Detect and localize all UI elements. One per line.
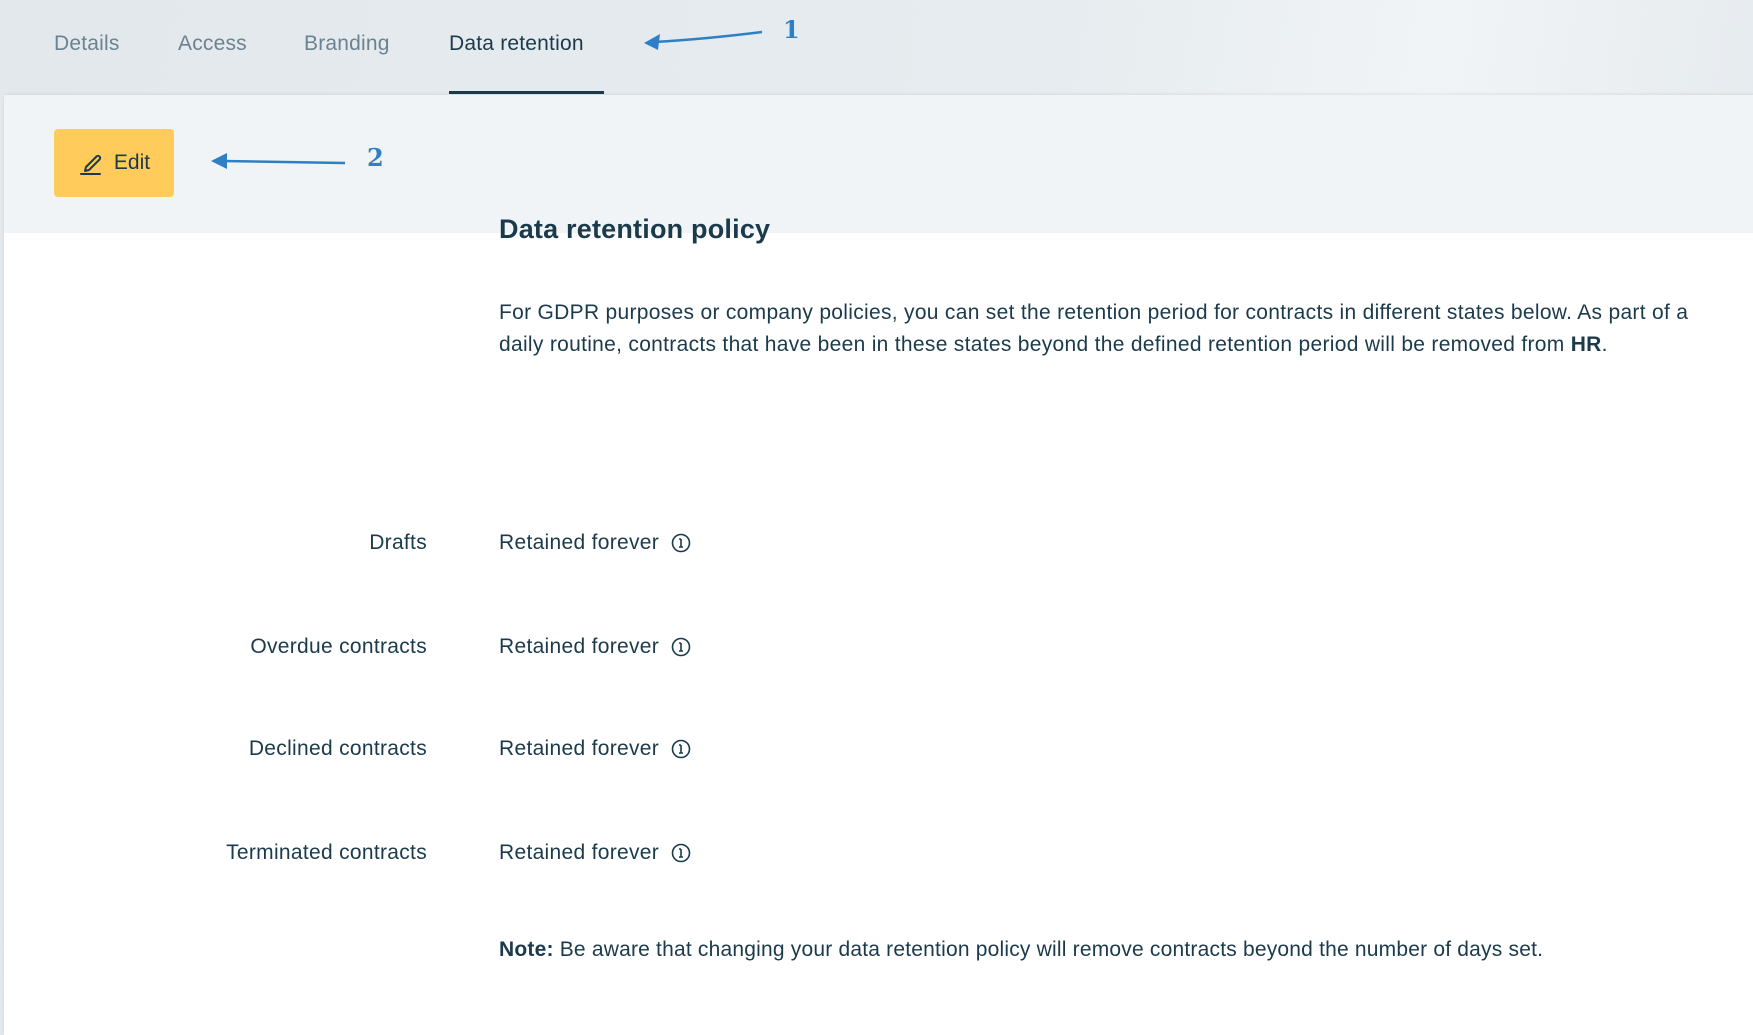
tab-bar xyxy=(0,0,1753,94)
description-text: For GDPR purposes or company policies, you can set the retention period for contracts in different states below. As part of a daily routine, contracts that have been in these states beyond the defined retention period will be removed from xyxy=(499,301,1689,356)
row-value-overdue xyxy=(499,635,691,659)
content-panel xyxy=(4,95,1753,1035)
note-text: Be aware that changing your data retention policy will remove contracts beyond the number of days set. xyxy=(553,938,1544,961)
edit-button[interactable] xyxy=(54,129,174,197)
pencil-icon xyxy=(78,150,104,176)
tab-access[interactable]: Access xyxy=(178,32,247,55)
row-label-declined: Declined contracts xyxy=(248,737,427,760)
tab-details[interactable]: Details xyxy=(54,32,120,55)
note-label: Note: xyxy=(499,938,554,961)
retention-note xyxy=(499,938,1543,962)
annotation-number-2: 2 xyxy=(367,143,384,172)
description-suffix: . xyxy=(1601,332,1608,356)
edit-button-label: Edit xyxy=(113,151,151,174)
retention-value: Retained forever xyxy=(499,531,660,554)
section-title: Data retention policy xyxy=(499,214,771,244)
tab-data-retention[interactable]: Data retention xyxy=(449,32,584,55)
retention-value: Retained forever xyxy=(499,841,660,864)
info-icon[interactable] xyxy=(671,533,691,553)
row-value-drafts xyxy=(499,531,691,555)
retention-value: Retained forever xyxy=(499,737,660,760)
row-value-declined xyxy=(499,737,691,761)
active-tab-indicator xyxy=(449,91,604,94)
row-value-terminated xyxy=(499,841,691,865)
row-label-overdue: Overdue contracts xyxy=(250,635,427,658)
row-label-terminated: Terminated contracts xyxy=(226,841,427,864)
info-icon[interactable] xyxy=(671,843,691,863)
annotation-arrow-2 xyxy=(205,148,355,178)
row-label-drafts: Drafts xyxy=(369,531,427,554)
tab-branding[interactable]: Branding xyxy=(304,32,390,55)
info-icon[interactable] xyxy=(671,739,691,759)
annotation-number-1: 1 xyxy=(783,15,800,44)
info-icon[interactable] xyxy=(671,637,691,657)
annotation-arrow-1 xyxy=(640,20,770,60)
policy-description xyxy=(499,297,1729,360)
retention-value: Retained forever xyxy=(499,635,660,658)
description-bold: HR xyxy=(1570,332,1602,356)
